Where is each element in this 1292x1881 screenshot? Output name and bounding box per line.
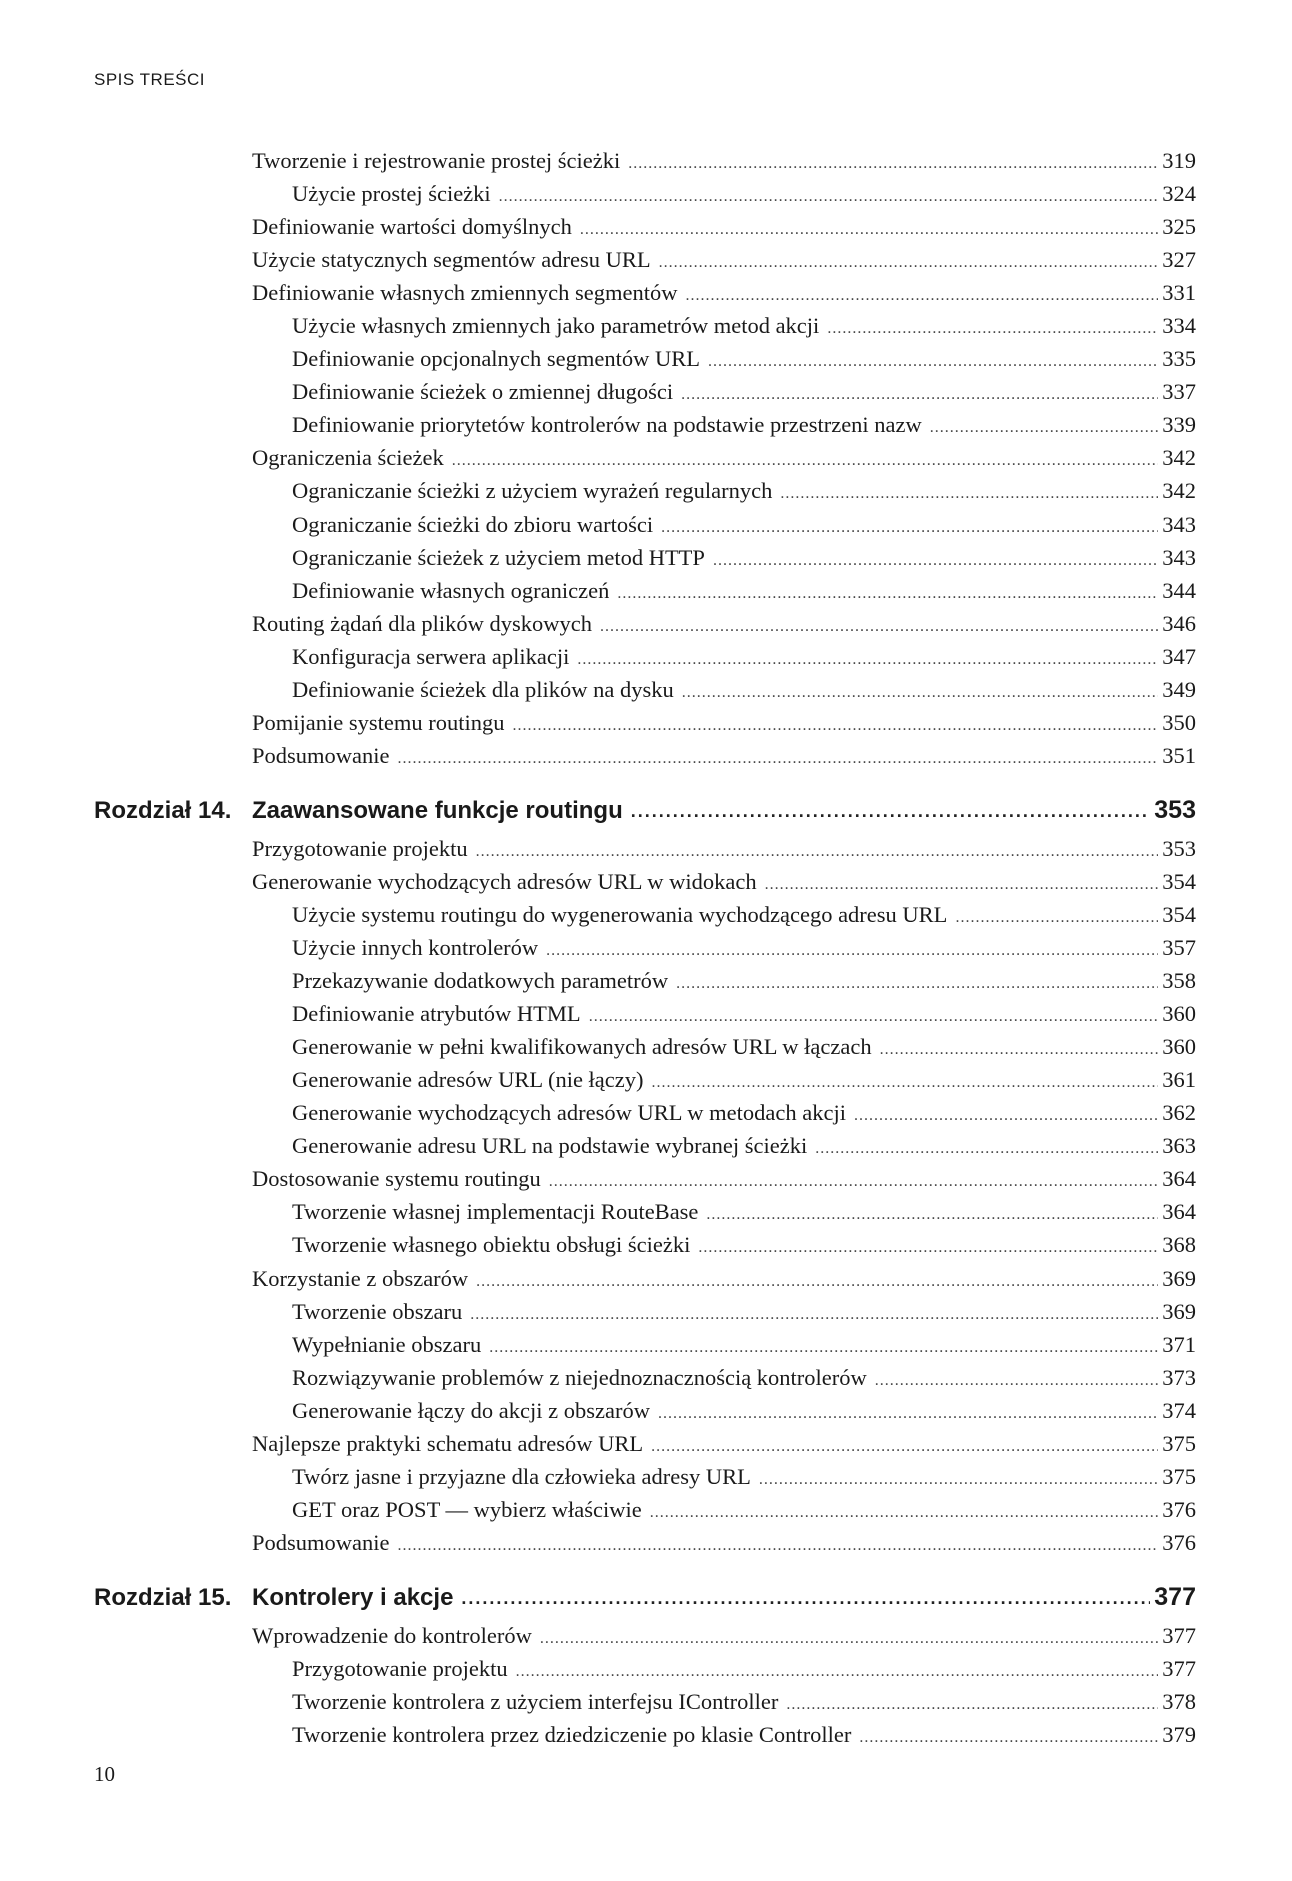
- toc-entry: [94, 1001, 1196, 1034]
- dot-leader: [676, 976, 1158, 992]
- entry-title: Rozwiązywanie problemów z niejednoznacznością kontrolerów: [292, 1364, 867, 1390]
- toc-entry: [94, 545, 1196, 578]
- entry-page-number: 325: [1162, 214, 1196, 240]
- entry-page-number: 364: [1162, 1166, 1196, 1192]
- dot-leader: [516, 1664, 1159, 1680]
- toc-entry: [94, 445, 1196, 478]
- entry-title: Ograniczenia ścieżek: [252, 445, 444, 471]
- entry-title: Tworzenie własnej implementacji RouteBase: [292, 1199, 699, 1225]
- entry-page-number: 358: [1162, 968, 1196, 994]
- entry-page-number: 347: [1162, 643, 1196, 669]
- toc-entry: [94, 1332, 1196, 1365]
- toc-entry: [94, 1530, 1196, 1563]
- entry-page-number: 362: [1162, 1100, 1196, 1126]
- dot-leader: [708, 354, 1158, 370]
- dot-leader: [854, 1108, 1158, 1124]
- toc-entry: [94, 1199, 1196, 1232]
- entry-page-number: 319: [1162, 148, 1196, 173]
- entry-page-number: 331: [1162, 280, 1196, 306]
- entry-title: Pomijanie systemu routingu: [252, 709, 505, 735]
- dot-leader: [713, 553, 1158, 569]
- entry-page-number: 377: [1162, 1655, 1196, 1681]
- toc-entry: [94, 1365, 1196, 1398]
- entry-title: Podsumowanie: [252, 1529, 390, 1555]
- entry-page-number: 335: [1162, 346, 1196, 372]
- dot-leader: [476, 1274, 1158, 1290]
- entry-title: Użycie prostej ścieżki: [292, 181, 491, 207]
- dot-leader: [476, 844, 1159, 860]
- dot-leader: [706, 1207, 1158, 1223]
- entry-page-number: 353: [1162, 835, 1196, 861]
- dot-leader: [698, 1240, 1158, 1256]
- dot-leader: [540, 1631, 1158, 1647]
- entry-page-number: 373: [1162, 1364, 1196, 1390]
- toc-entry: [94, 743, 1196, 776]
- toc-entry: [94, 280, 1196, 313]
- entry-page-number: 324: [1162, 181, 1196, 207]
- dot-leader: [955, 910, 1158, 926]
- dot-leader: [580, 222, 1158, 238]
- dot-leader: [682, 685, 1158, 701]
- entry-title: Twórz jasne i przyjazne dla człowieka adresy URL: [292, 1463, 751, 1489]
- entry-title: Generowanie wychodzących adresów URL w widokach: [252, 868, 757, 894]
- toc-entry: [94, 869, 1196, 902]
- entry-title: Tworzenie kontrolera z użyciem interfejsu IController: [292, 1689, 779, 1715]
- entry-page-number: 375: [1162, 1463, 1196, 1489]
- entry-page-number: 339: [1162, 412, 1196, 438]
- entry-page-number: 360: [1162, 1034, 1196, 1060]
- dot-leader: [659, 255, 1159, 271]
- dot-leader: [880, 1042, 1159, 1058]
- toc-entry: [94, 1656, 1196, 1689]
- dot-leader: [759, 1472, 1158, 1488]
- entry-title: Generowanie wychodzących adresów URL w metodach akcji: [292, 1100, 846, 1126]
- entry-page-number: 327: [1162, 247, 1196, 273]
- entry-title: Użycie innych kontrolerów: [292, 935, 539, 961]
- chapter-label: Rozdział 14.: [94, 796, 232, 824]
- toc-entry: [94, 1689, 1196, 1722]
- dot-leader: [600, 619, 1158, 635]
- dot-leader: [546, 943, 1158, 959]
- entry-title: Zaawansowane funkcje routingu: [252, 796, 623, 824]
- entry-title: Routing żądań dla plików dyskowych: [252, 610, 592, 636]
- entry-title: Tworzenie kontrolera przez dziedziczenie po klasie Controller: [292, 1722, 852, 1748]
- table-of-contents: [94, 148, 1196, 1755]
- dot-leader: [686, 288, 1159, 304]
- dot-leader: [461, 1589, 1150, 1607]
- dot-leader: [499, 189, 1159, 205]
- entry-title: Definiowanie ścieżek dla plików na dysku: [292, 676, 674, 702]
- entry-title: Definiowanie wartości domyślnych: [252, 214, 572, 240]
- entry-title: Generowanie adresu URL na podstawie wybranej ścieżki: [292, 1133, 808, 1159]
- entry-page-number: 344: [1162, 577, 1196, 603]
- dot-leader: [930, 420, 1158, 436]
- toc-entry: [94, 1299, 1196, 1332]
- dot-leader: [650, 1505, 1159, 1521]
- toc-entry: [94, 1166, 1196, 1199]
- running-head: SPIS TREŚCI: [94, 70, 205, 89]
- entry-title: Generowanie adresów URL (nie łączy): [292, 1067, 644, 1093]
- dot-leader: [827, 321, 1158, 337]
- toc-entry: [94, 710, 1196, 743]
- dot-leader: [577, 652, 1158, 668]
- dot-leader: [489, 1340, 1158, 1356]
- entry-title: Wprowadzenie do kontrolerów: [252, 1622, 532, 1648]
- entry-title: Tworzenie własnego obiektu obsługi ścieżki: [292, 1232, 691, 1258]
- toc-entry: [94, 512, 1196, 545]
- entry-title: Wypełnianie obszaru: [292, 1331, 482, 1357]
- dot-leader: [398, 1538, 1159, 1554]
- entry-page-number: 342: [1162, 478, 1196, 504]
- entry-title: Definiowanie własnych zmiennych segmentów: [252, 280, 678, 306]
- toc-entry: [94, 478, 1196, 511]
- entry-page-number: 377: [1162, 1622, 1196, 1648]
- entry-page-number: 354: [1162, 868, 1196, 894]
- entry-title: Użycie własnych zmiennych jako parametrów metod akcji: [292, 313, 820, 339]
- toc-entry: [94, 644, 1196, 677]
- entry-title: Definiowanie priorytetów kontrolerów na podstawie przestrzeni nazw: [292, 412, 922, 438]
- entry-page-number: 337: [1162, 379, 1196, 405]
- dot-leader: [815, 1141, 1158, 1157]
- toc-entry: [94, 578, 1196, 611]
- entry-title: Definiowanie opcjonalnych segmentów URL: [292, 346, 701, 372]
- entry-title: Konfiguracja serwera aplikacji: [292, 643, 570, 669]
- entry-page-number: 361: [1162, 1067, 1196, 1093]
- dot-leader: [617, 586, 1158, 602]
- toc-entry: [94, 902, 1196, 935]
- entry-page-number: 369: [1162, 1265, 1196, 1291]
- entry-page-number: 379: [1162, 1722, 1196, 1748]
- entry-title: Korzystanie z obszarów: [252, 1265, 469, 1291]
- entry-page-number: 377: [1154, 1583, 1196, 1612]
- entry-title: Tworzenie i rejestrowanie prostej ścieżki: [252, 148, 621, 173]
- entry-page-number: 357: [1162, 935, 1196, 961]
- dot-leader: [681, 387, 1158, 403]
- entry-title: Ograniczanie ścieżek z użyciem metod HTTP: [292, 544, 705, 570]
- entry-page-number: 343: [1162, 544, 1196, 570]
- toc-entry: [94, 1100, 1196, 1133]
- toc-entry: [94, 1133, 1196, 1166]
- toc-entry: [94, 247, 1196, 280]
- toc-entry: [94, 677, 1196, 710]
- entry-title: Najlepsze praktyki schematu adresów URL: [252, 1430, 644, 1456]
- toc-chapter-entry: [94, 1563, 1196, 1623]
- entry-title: Dostosowanie systemu routingu: [252, 1166, 541, 1192]
- dot-leader: [628, 156, 1158, 172]
- dot-leader: [651, 1439, 1158, 1455]
- entry-page-number: 343: [1162, 511, 1196, 537]
- page-number: 10: [94, 1762, 115, 1786]
- entry-page-number: 374: [1162, 1397, 1196, 1423]
- entry-title: Tworzenie obszaru: [292, 1298, 463, 1324]
- toc-entry: [94, 214, 1196, 247]
- entry-page-number: 334: [1162, 313, 1196, 339]
- dot-leader: [470, 1307, 1158, 1323]
- entry-page-number: 375: [1162, 1430, 1196, 1456]
- entry-title: Generowanie w pełni kwalifikowanych adresów URL w łączach: [292, 1034, 872, 1060]
- entry-title: Kontrolery i akcje: [252, 1583, 454, 1611]
- toc-entry: [94, 181, 1196, 214]
- entry-page-number: 349: [1162, 676, 1196, 702]
- toc-entry: [94, 1464, 1196, 1497]
- dot-leader: [452, 453, 1158, 469]
- entry-title: Użycie statycznych segmentów adresu URL: [252, 247, 651, 273]
- entry-page-number: 376: [1162, 1496, 1196, 1522]
- entry-title: Definiowanie własnych ograniczeń: [292, 577, 610, 603]
- entry-title: Użycie systemu routingu do wygenerowania wychodzącego adresu URL: [292, 901, 948, 927]
- entry-page-number: 354: [1162, 901, 1196, 927]
- entry-page-number: 371: [1162, 1331, 1196, 1357]
- dot-leader: [765, 877, 1159, 893]
- entry-page-number: 369: [1162, 1298, 1196, 1324]
- toc-entry: [94, 1266, 1196, 1299]
- dot-leader: [549, 1174, 1159, 1190]
- entry-title: Przekazywanie dodatkowych parametrów: [292, 968, 669, 994]
- entry-title: Przygotowanie projektu: [252, 835, 468, 861]
- entry-title: Podsumowanie: [252, 742, 390, 768]
- toc-entry: [94, 346, 1196, 379]
- entry-page-number: 350: [1162, 709, 1196, 735]
- toc-entry: [94, 1722, 1196, 1755]
- entry-title: Ograniczanie ścieżki do zbioru wartości: [292, 511, 654, 537]
- toc-entry: [94, 611, 1196, 644]
- entry-page-number: 346: [1162, 610, 1196, 636]
- dot-leader: [859, 1730, 1158, 1746]
- entry-page-number: 378: [1162, 1689, 1196, 1715]
- toc-entry: [94, 968, 1196, 1001]
- entry-page-number: 353: [1154, 796, 1196, 825]
- dot-leader: [780, 486, 1158, 502]
- toc-chapter-entry: [94, 776, 1196, 836]
- entry-title: Definiowanie atrybutów HTML: [292, 1001, 581, 1027]
- toc-entry: [94, 836, 1196, 869]
- entry-page-number: 363: [1162, 1133, 1196, 1159]
- entry-page-number: 368: [1162, 1232, 1196, 1258]
- toc-entry: [94, 1431, 1196, 1464]
- dot-leader: [513, 718, 1159, 734]
- toc-entry: [94, 1034, 1196, 1067]
- dot-leader: [786, 1697, 1158, 1713]
- toc-entry: [94, 1232, 1196, 1265]
- entry-page-number: 351: [1162, 742, 1196, 768]
- toc-entry: [94, 379, 1196, 412]
- entry-title: GET oraz POST — wybierz właściwie: [292, 1496, 642, 1522]
- chapter-label: Rozdział 15.: [94, 1583, 232, 1611]
- entry-title: Definiowanie ścieżek o zmiennej długości: [292, 379, 674, 405]
- toc-entry: [94, 313, 1196, 346]
- dot-leader: [658, 1406, 1158, 1422]
- dot-leader: [661, 520, 1158, 536]
- entry-title: Ograniczanie ścieżki z użyciem wyrażeń regularnych: [292, 478, 773, 504]
- dot-leader: [589, 1009, 1159, 1025]
- entry-page-number: 376: [1162, 1529, 1196, 1555]
- entry-page-number: 364: [1162, 1199, 1196, 1225]
- toc-entry: [94, 1398, 1196, 1431]
- dot-leader: [631, 802, 1151, 820]
- toc-entry: [94, 148, 1196, 181]
- toc-entry: [94, 935, 1196, 968]
- dot-leader: [398, 751, 1159, 767]
- toc-entry: [94, 412, 1196, 445]
- dot-leader: [875, 1373, 1158, 1389]
- toc-entry: [94, 1067, 1196, 1100]
- entry-page-number: 342: [1162, 445, 1196, 471]
- dot-leader: [652, 1075, 1159, 1091]
- entry-title: Przygotowanie projektu: [292, 1655, 508, 1681]
- entry-page-number: 360: [1162, 1001, 1196, 1027]
- toc-entry: [94, 1497, 1196, 1530]
- entry-title: Generowanie łączy do akcji z obszarów: [292, 1397, 650, 1423]
- toc-entry: [94, 1623, 1196, 1656]
